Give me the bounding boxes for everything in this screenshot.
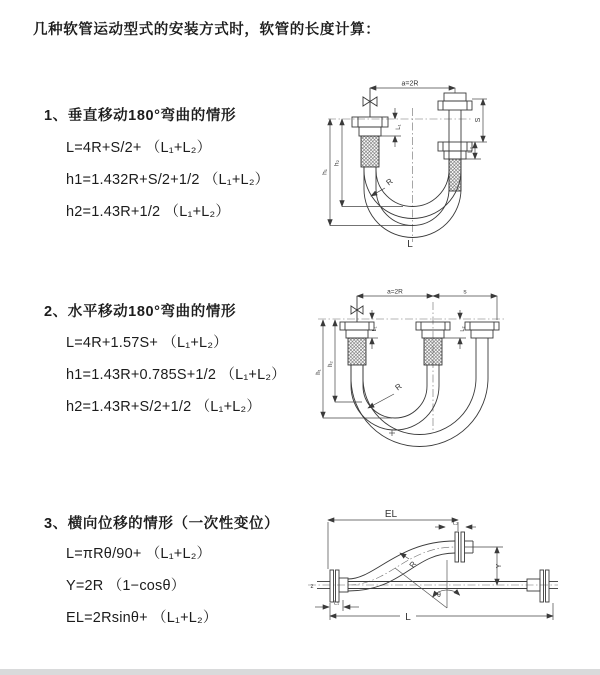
diagram-lateral-displacement (303, 508, 563, 638)
radius-label: R (393, 381, 404, 393)
hose-position-near (351, 365, 439, 430)
dim-label-l2: L₂ (468, 147, 474, 153)
length-label: L (405, 612, 411, 623)
flange-right (438, 93, 472, 191)
hose-displaced (348, 541, 455, 591)
dim-label-h1: h₁ (321, 169, 329, 175)
diagram-horizontal-180 (310, 282, 510, 467)
pipe-break-mark: z (310, 584, 314, 590)
dimension-lines (323, 296, 497, 436)
dim-label-l1: L₁ (372, 326, 378, 332)
dim-label-h2: h₂ (333, 159, 341, 167)
radius-label: R (407, 559, 419, 570)
formula-line: h1=1.432R+S/2+1/2 （L₁+L₂） (66, 172, 270, 188)
theta-label: θ (437, 592, 441, 599)
formula-line: h1=1.43R+0.785S+1/2 （L₁+L₂） (66, 367, 286, 383)
dim-label-l1: L₁ (396, 124, 402, 130)
formula-line: L=4R+1.57S+ （L₁+L₂） (66, 335, 228, 351)
hose-position-far (351, 338, 488, 447)
length-label: L (407, 239, 413, 250)
dim-label-s: s (463, 288, 467, 296)
section-3-heading: 3、横向位移的情形（一次性变位） (44, 516, 280, 532)
page-title: 几种软管运动型式的安装方式时，软管的长度计算： (33, 22, 381, 38)
centerlines (308, 547, 558, 585)
bottom-scan-strip (0, 669, 600, 675)
dim-label-l2: L₂ (452, 520, 459, 527)
dim-label-s: S (475, 117, 482, 123)
flange-left (340, 322, 374, 365)
diagram-vertical-180 (315, 70, 500, 255)
flange-left (317, 570, 348, 602)
valve-icon (363, 88, 377, 117)
flange-lower-right (527, 570, 558, 602)
centerlines (318, 302, 506, 432)
formula-line: h2=1.43R+S/2+1/2 （L₁+L₂） (66, 399, 262, 415)
flange-left (352, 117, 388, 167)
dim-label-h2: h₂ (328, 361, 334, 367)
radius-label: R (384, 176, 395, 188)
formula-line: L=4R+S/2+ （L₁+L₂） (66, 140, 212, 156)
formula-line: L=πRθ/90+ （L₁+L₂） (66, 546, 212, 562)
dim-label-a2r: a=2R (387, 288, 403, 296)
formula-line: h2=1.43R+1/2 （L₁+L₂） (66, 204, 231, 220)
dim-label-h1: h₁ (316, 369, 322, 375)
valve-icon (351, 296, 363, 322)
dimension-lines (315, 520, 553, 620)
dimension-lines (330, 88, 487, 226)
section-1-heading: 1、垂直移动180°弯曲的情形 (44, 108, 237, 124)
formula-line: EL=2Rsinθ+ （L₁+L₂） (66, 610, 218, 626)
dim-label-y: Y (496, 563, 503, 569)
dim-label-l2: L₂ (460, 326, 466, 332)
angle-construction (395, 560, 460, 608)
dim-label-l1: L₁ (334, 600, 339, 607)
dim-label-a2r: a=2R (401, 80, 419, 88)
formula-line: Y=2R （1−cosθ） (66, 578, 186, 594)
section-2-heading: 2、水平移动180°弯曲的情形 (44, 304, 237, 320)
dim-label-el: EL (384, 509, 398, 520)
flange-right (465, 322, 499, 338)
